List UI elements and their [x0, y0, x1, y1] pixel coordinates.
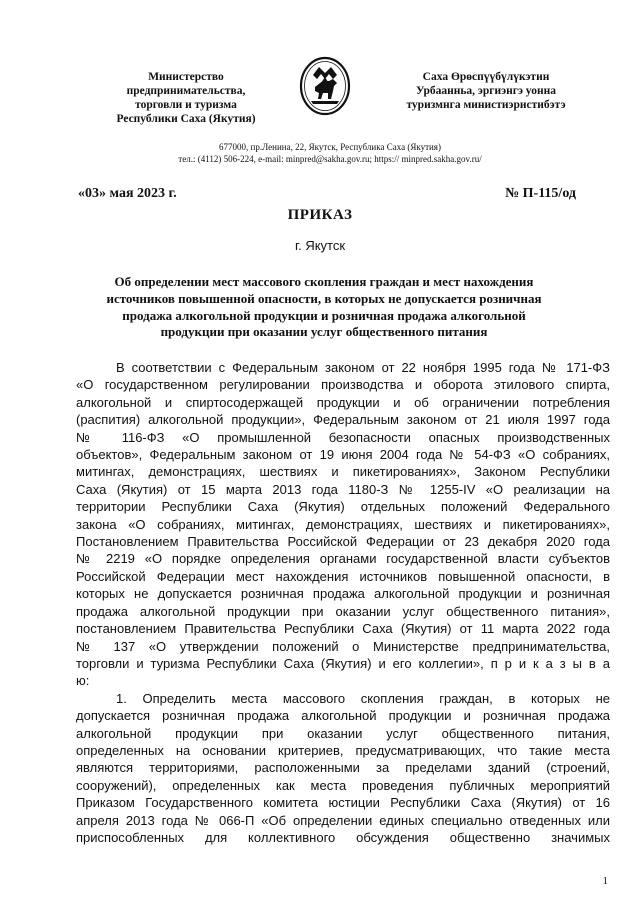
body-line: алкогольной и спиртосодержащей продукции и об ограничении потребления: [76, 394, 610, 410]
yakutia-coat-of-arms-icon: [293, 53, 357, 117]
order-title: [96, 274, 552, 341]
clause-line: приспособленных для коллективного обсуждения общественно значимых: [76, 829, 610, 845]
clause-line: сооружений), определенных как места проведения публичных мероприятий: [76, 777, 610, 793]
body-line: Постановлением Правительства Российской Федерации от 23 декабря 2020 года: [76, 534, 610, 550]
body-line: митингах, демонстрациях, шествиях и пикетированиях», Законом Республики: [76, 464, 610, 480]
ministry-name-line: Саха Өрөспүүбүлүкэтин: [422, 71, 550, 83]
title-line: продажа алкогольной продукции и розничная продажа алкогольной: [122, 307, 526, 323]
body-line: (распития) алкогольной продукции», Федеральным законом от 21 июля 1997 года: [76, 412, 610, 428]
body-line: территории Республики Саха (Якутия) отдельных положений Федерального: [76, 499, 610, 515]
body-line: № 137 «О утверждении положений о Министерстве предпринимательства,: [76, 638, 610, 654]
clause-line: апреля 2013 года № 066-П «Об определении единых специально отведенных или: [76, 812, 610, 828]
body-line: № 2219 «О порядке определения органами государственной власти субъектов: [76, 551, 610, 567]
title-line: источников повышенной опасности, в которых не допускается розничная: [106, 290, 542, 306]
clause-line: являются территориями, расположенными за пределами зданий (строений,: [76, 760, 610, 776]
clause-line: Приказом Государственного комитета юстиции Республики Саха (Якутия) от 16: [76, 795, 610, 811]
body-line: закона «О собраниях, митингах, демонстрациях, шествиях и пикетированиях»,: [76, 516, 610, 532]
ministry-name-line: торговли и туризма: [135, 99, 237, 111]
body-line: которых не допускается розничная продажа алкогольной продукции и розничная: [76, 586, 610, 602]
document-type-heading: ПРИКАЗ: [287, 207, 353, 223]
ministry-name-sakha: [396, 70, 576, 112]
body-line: постановлением Правительства Республики Саха (Якутия) от 11 марта 2022 года: [76, 621, 610, 637]
clause-line: определенных на основании критериев, предусматривающих, что такие места: [76, 742, 610, 758]
ministry-name-ru: [96, 70, 276, 126]
order-number: № П-115/од: [505, 186, 576, 201]
ministry-name-line: Министерство: [148, 71, 224, 83]
body-line: «О государственном регулировании производства и оборота этилового спирта,: [76, 377, 610, 393]
body-line: продажа алкогольной продукции при оказании услуг общественного питания»,: [76, 603, 610, 619]
body-line: ю:: [76, 673, 90, 689]
ministry-name-line: Республики Саха (Якутия): [116, 113, 256, 125]
clause-line: 1. Определить места массового скопления граждан, в которых не: [116, 690, 610, 706]
title-line: Об определении мест массового скопления граждан и мест нахождения: [114, 274, 534, 289]
body-line: В соответствии с Федеральным законом от 22 ноября 1995 года № 171-ФЗ: [116, 360, 610, 375]
clause-line: алкогольной продукции при оказании услуг общественного питания,: [76, 725, 610, 741]
address-line: 677000, пр.Ленина, 22, Якутск, Республика Саха (Якутия): [219, 142, 441, 152]
ministry-name-line: туризмнга министиэристибэтэ: [406, 99, 566, 111]
body-line: Саха (Якутия) от 15 марта 2013 года 1180-З № 1255-IV «О реализации на: [76, 481, 610, 497]
phone-email-line: тел.: (4112) 506-224, e-mail: minpred@sakha.gov.ru; https:// minpred.sakha.gov.ru/: [178, 154, 482, 164]
contact-info: [60, 141, 600, 165]
order-body: [76, 359, 610, 846]
body-line: торговли и туризма Республики Саха (Якутия) и его коллегии», п р и к а з ы в а: [76, 655, 610, 671]
page-number: 1: [602, 875, 608, 887]
clause-line: допускается розничная продажа алкогольной продукции и розничная продажа: [76, 708, 610, 724]
ministry-name-line: предпринимательства,: [126, 85, 246, 97]
title-line: продукции при оказании услуг общественного питания: [160, 324, 488, 340]
order-date: «03» мая 2023 г.: [78, 186, 177, 201]
body-line: № 116-ФЗ «О промышленной безопасности опасных производственных: [76, 429, 610, 445]
ministry-name-line: Урбаанньа, эргиэнгэ уонна: [415, 85, 557, 97]
body-line: объектов», Федеральным законом от 19 июня 2004 года № 54-ФЗ «О собраниях,: [76, 447, 610, 463]
document-city: г. Якутск: [294, 238, 346, 253]
body-line: Российской Федерации мест нахождения источников повышенной опасности, в: [76, 568, 610, 584]
